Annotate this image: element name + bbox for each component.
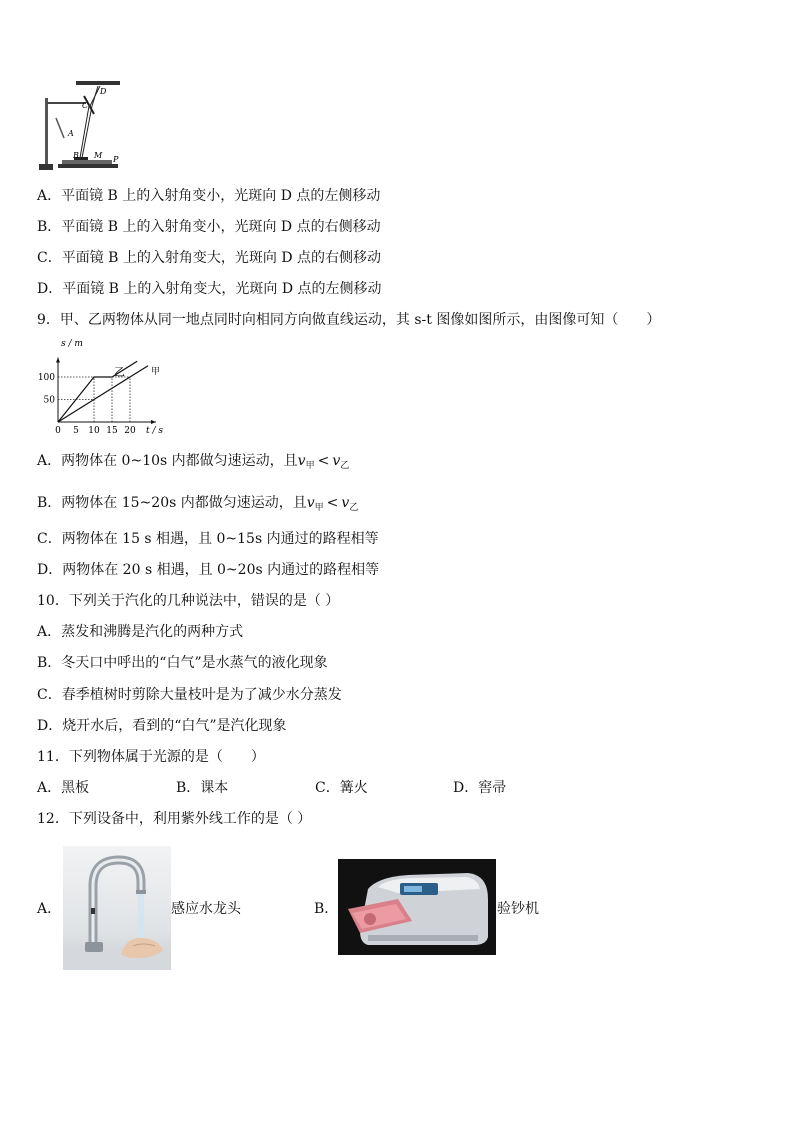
- q10-option-d: D．烧开水后，看到的“白气”是汽化现象: [37, 718, 287, 734]
- y-tick-label: 50: [43, 395, 55, 406]
- faucet-icon: [63, 846, 171, 970]
- money-detector-icon: [338, 859, 496, 955]
- q9-option-b: [37, 493, 358, 518]
- x-tick-label: 20: [124, 426, 136, 436]
- q9-stem: 9．甲、乙两物体从同一地点同时向相同方向做直线运动，其 s-t 图像如图所示，由图像可知（ ）: [37, 312, 661, 328]
- q8-option-c: C．平面镜 B 上的入射角变大，光斑向 D 点的右侧移动: [37, 250, 382, 266]
- x-tick-label: 10: [88, 426, 100, 436]
- q9-option-c: C．两物体在 15 s 相遇，且 0~15s 内通过的路程相等: [37, 531, 379, 547]
- q11-option-a: A．黑板: [37, 780, 90, 796]
- subscript-yi: 乙: [349, 503, 359, 513]
- x-axis-arrow: [151, 420, 156, 424]
- x-axis-label: t / s: [146, 426, 163, 436]
- q10-option-b: B．冬天口中呼出的“白气”是水蒸气的液化现象: [37, 655, 328, 671]
- q11-option-b: B．课本: [176, 780, 229, 796]
- q11-option-c: C．篝火: [315, 780, 368, 796]
- q8-option-d: D．平面镜 B 上的入射角变大，光斑向 D 点的左侧移动: [37, 281, 382, 297]
- y-axis-arrow: [56, 358, 60, 363]
- q12-option-b-text: 验钞机: [497, 901, 539, 917]
- q12-stem: 12．下列设备中，利用紫外线工作的是（ ）: [37, 811, 312, 827]
- q9-option-d: D．两物体在 20 s 相遇，且 0~20s 内通过的路程相等: [37, 562, 380, 578]
- subscript-jia: 甲: [305, 461, 315, 471]
- q9-option-a: [37, 451, 349, 476]
- label-D: D: [100, 87, 107, 96]
- q8-option-b: B．平面镜 B 上的入射角变小，光斑向 D 点的右侧移动: [37, 219, 381, 235]
- series-line-jia: [58, 366, 148, 422]
- q9-option-b-text: B．两物体在 15~20s 内都做匀速运动，且: [37, 495, 307, 511]
- money-detector-photo: [338, 859, 496, 955]
- q11-option-d: D．窖帚: [453, 780, 507, 796]
- x-tick-label: 15: [106, 426, 118, 436]
- v-symbol: v: [332, 453, 341, 469]
- q10-option-a: A．蒸发和沸腾是汽化的两种方式: [37, 624, 244, 640]
- subscript-jia: 甲: [314, 503, 324, 513]
- v-symbol: v: [297, 453, 306, 469]
- v-symbol: v: [306, 495, 315, 511]
- q12-option-a-letter: A．: [37, 901, 62, 917]
- label-P: P: [113, 155, 119, 164]
- q10-stem: 10．下列关于汽化的几种说法中，错误的是（ ）: [37, 593, 340, 609]
- label-A: A: [68, 129, 74, 138]
- faucet-photo: [63, 846, 171, 970]
- q11-stem: 11．下列物体属于光源的是（ ）: [37, 749, 265, 765]
- q12-option-b-letter: B．: [314, 901, 339, 917]
- x-tick-label: 0: [55, 426, 61, 436]
- mirror-apparatus-figure: [36, 78, 128, 176]
- y-axis-label: s / m: [61, 339, 83, 349]
- label-M: M: [94, 151, 103, 160]
- series-label-jia: 甲: [151, 366, 161, 377]
- label-B: B: [73, 151, 79, 160]
- v-symbol: v: [341, 495, 350, 511]
- st-graph: [36, 336, 166, 442]
- less-than-sign: <: [317, 453, 330, 469]
- label-C: C: [82, 101, 89, 110]
- less-than-sign: <: [326, 495, 339, 511]
- series-label-yi: 乙: [114, 365, 125, 379]
- q9-option-a-text: A．两物体在 0~10s 内都做匀速运动，且: [37, 453, 298, 469]
- q12-option-a-text: 感应水龙头: [171, 901, 241, 917]
- series-line-yi: [58, 361, 137, 422]
- x-tick-label: 5: [73, 426, 79, 436]
- q8-option-a: A．平面镜 B 上的入射角变小，光斑向 D 点的左侧移动: [37, 188, 381, 204]
- subscript-yi: 乙: [340, 461, 350, 471]
- y-tick-label: 100: [37, 373, 55, 383]
- q10-option-c: C．春季植树时剪除大量枝叶是为了减少水分蒸发: [37, 687, 342, 703]
